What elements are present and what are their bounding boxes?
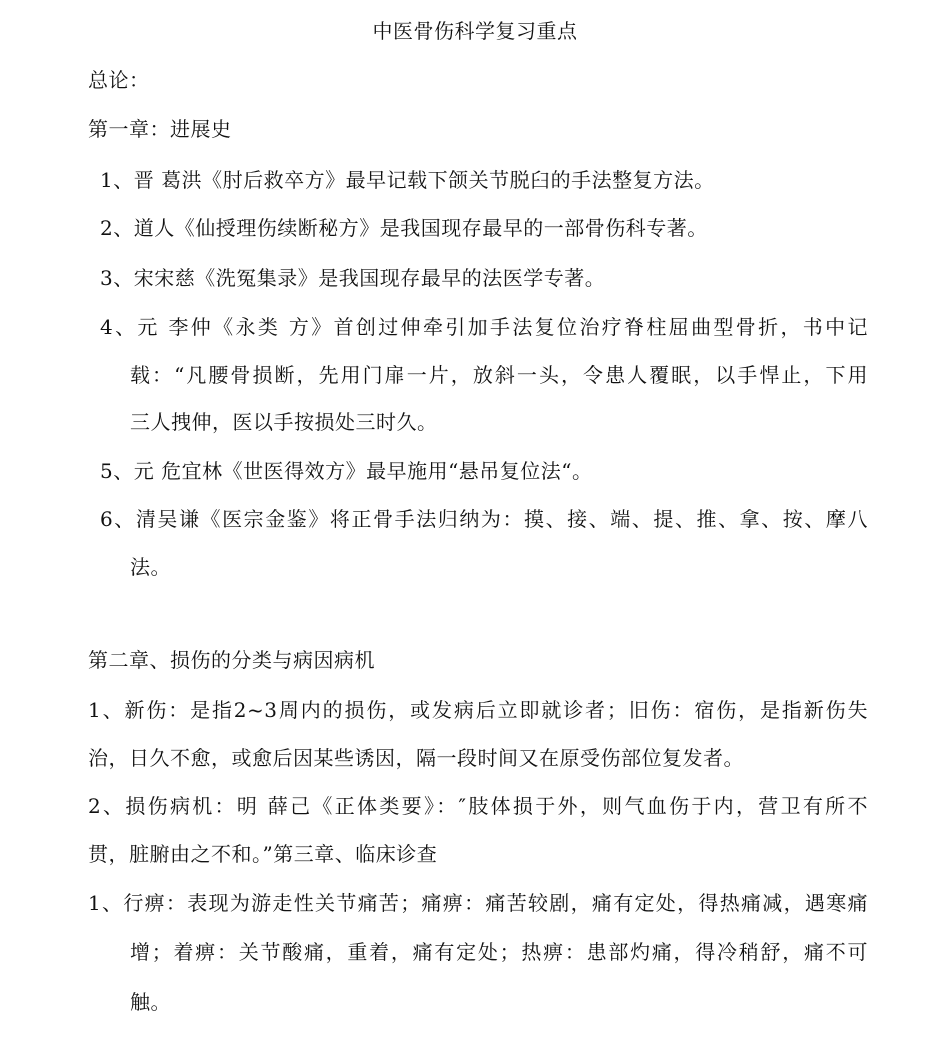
chapter1-item-4-line-3: 三人拽伸，医以手按损处三时久。 (130, 410, 438, 434)
chapter1-item-2: 2、道人《仙授理伤续断秘方》是我国现存最早的一部骨伤科专著。 (100, 216, 708, 240)
chapter1-item-5: 5、元 危宜林《世医得效方》最早施用“悬吊复位法“。 (100, 459, 593, 483)
chapter3-item-1-line-1: 1、行痹：表现为游走性关节痛苦；痛痹：痛苦较剧，痛有定处，得热痛减，遇寒痛 (88, 891, 868, 915)
chapter1-item-6-line-2: 法。 (130, 555, 171, 579)
document-title: 中医骨伤科学复习重点 (372, 19, 578, 43)
chapter2-item-1-line-1: 1、新伤：是指2~3周内的损伤，或发病后立即就诊者；旧伤：宿伤，是指新伤失 (88, 698, 868, 722)
chapter1-heading: 第一章：进展史 (88, 117, 232, 141)
chapter2-item-2-line-1: 2、损伤病机：明 薛己《正体类要》：″肢体损于外，则气血伤于内，营卫有所不 (88, 794, 868, 818)
chapter3-item-1-line-2: 增；着痹：关节酸痛，重着，痛有定处；热痹：患部灼痛，得冷稍舒，痛不可 (130, 940, 868, 964)
chapter2-item-1-line-2: 治，日久不愈，或愈后因某些诱因，隔一段时间又在原受伤部位复发者。 (88, 746, 744, 770)
chapter2-heading: 第二章、损伤的分类与病因病机 (88, 648, 375, 672)
chapter1-item-1: 1、晋 葛洪《肘后救卒方》最早记载下颌关节脱臼的手法整复方法。 (100, 168, 715, 192)
general-heading: 总论： (88, 68, 150, 92)
chapter2-item-2-line-2: 贯，脏腑由之不和。”第三章、临床诊查 (88, 842, 438, 866)
chapter1-item-4-line-2: 载：“凡腰骨损断，先用门扉一片，放斜一头，令患人覆眠，以手悍止，下用 (130, 363, 868, 387)
chapter1-item-3: 3、宋宋慈《洗冤集录》是我国现存最早的法医学专著。 (100, 266, 606, 290)
chapter1-item-6-line-1: 6、清吴谦《医宗金鉴》将正骨手法归纳为：摸、接、端、提、推、拿、按、摩八 (100, 507, 868, 531)
chapter3-item-1-line-3: 触。 (130, 990, 171, 1014)
chapter1-item-4-line-1: 4、元 李仲《永类 方》首创过伸牵引加手法复位治疗脊柱屈曲型骨折，书中记 (100, 315, 868, 339)
